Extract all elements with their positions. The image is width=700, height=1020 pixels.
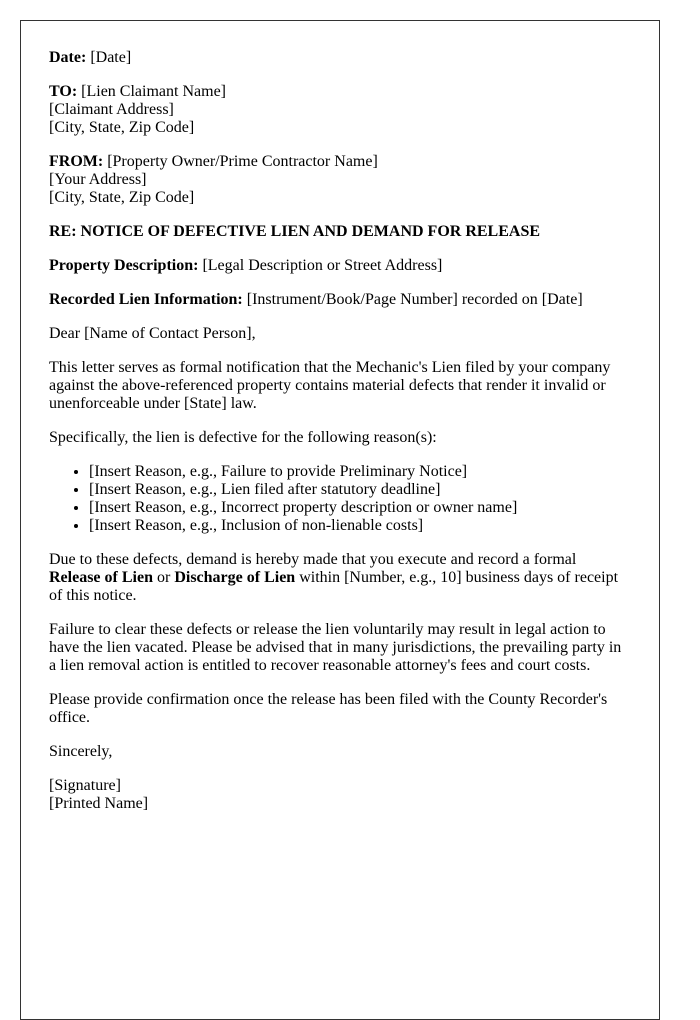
to-label: TO: <box>49 83 78 100</box>
recorded-lien-info <box>49 291 631 309</box>
property-label: Property Description: <box>49 257 199 274</box>
from-address: [Your Address] <box>49 171 147 188</box>
to-address: [Claimant Address] <box>49 101 174 118</box>
body-paragraph-confirmation: Please provide confirmation once the release has been filed with the County Recorder's office. <box>49 691 608 726</box>
body-paragraph-demand <box>49 551 631 605</box>
property-value: [Legal Description or Street Address] <box>202 257 443 274</box>
discharge-of-lien-term: Discharge of Lien <box>174 569 296 586</box>
letter-page <box>20 20 660 1020</box>
reasons-list <box>49 463 631 535</box>
demand-text: Due to these defects, demand is hereby made that you execute and record a formal <box>49 551 577 568</box>
reasons-intro: Specifically, the lien is defective for the following reason(s): <box>49 429 437 446</box>
reason-item: • [Insert Reason, e.g., Lien filed after statutory deadline] <box>89 481 631 499</box>
reason-item: • [Insert Reason, e.g., Inclusion of non-lienable costs] <box>89 517 631 535</box>
signature-block <box>49 777 631 813</box>
reason-item: • [Insert Reason, e.g., Failure to provide Preliminary Notice] <box>89 463 631 481</box>
property-description <box>49 257 631 275</box>
from-label: FROM: <box>49 153 104 170</box>
date-line <box>49 49 631 67</box>
to-block <box>49 83 631 137</box>
from-city: [City, State, Zip Code] <box>49 189 195 206</box>
signature: [Signature] <box>49 777 121 794</box>
to-city: [City, State, Zip Code] <box>49 119 195 136</box>
body-paragraph-consequences: Failure to clear these defects or release the lien voluntarily may result in legal action to have the lien vacated. Please be advised that in many jurisdictions, the prevailing party in a lien removal action is entitled to recover reasonable attorney's fees and court costs. <box>49 621 622 674</box>
printed-name: [Printed Name] <box>49 795 149 812</box>
from-block <box>49 153 631 207</box>
to-name: [Lien Claimant Name] <box>81 83 226 100</box>
recorded-label: Recorded Lien Information: <box>49 291 243 308</box>
date-label: Date: <box>49 49 87 66</box>
demand-text: within [Number, e.g., 10] business days of receipt of this notice. <box>49 569 619 604</box>
salutation: Dear [Name of Contact Person], <box>49 325 256 342</box>
closing: Sincerely, <box>49 743 113 760</box>
release-of-lien-term: Release of Lien <box>49 569 153 586</box>
date-value: [Date] <box>90 49 132 66</box>
subject-line: RE: NOTICE OF DEFECTIVE LIEN AND DEMAND FOR RELEASE <box>49 223 541 240</box>
from-name: [Property Owner/Prime Contractor Name] <box>107 153 378 170</box>
recorded-value: [Instrument/Book/Page Number] recorded on [Date] <box>246 291 583 308</box>
body-paragraph-notification: This letter serves as formal notification that the Mechanic's Lien filed by your company against the above-referenced property contains material defects that render it invalid or unenforceable under [State] law. <box>49 359 611 412</box>
demand-text: or <box>152 569 175 586</box>
reason-item: • [Insert Reason, e.g., Incorrect property description or owner name] <box>89 499 631 517</box>
